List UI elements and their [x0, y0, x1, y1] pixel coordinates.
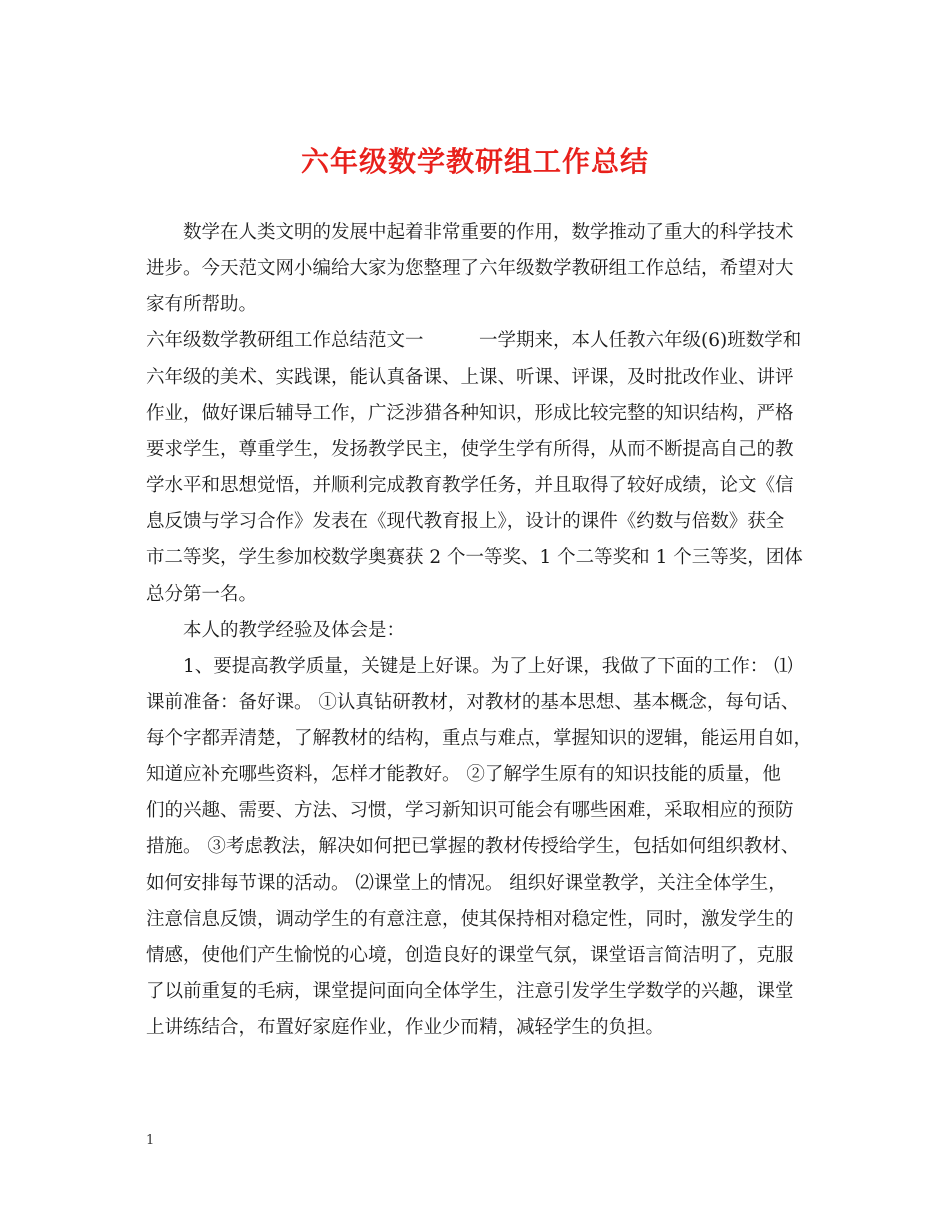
paragraph-line: 上讲练结合，布置好家庭作业，作业少而精，减轻学生的负担。 — [146, 1017, 665, 1038]
paragraph-line: 每个字都弄清楚，了解教材的结构，重点与难点，掌握知识的逻辑，能运用自如， — [146, 728, 813, 749]
paragraph-line: 措施。 ③考虑教法，解决如何把已掌握的教材传授给学生，包括如何组织教材、 — [146, 836, 800, 857]
paragraph-line: 注意信息反馈，调动学生的有意注意，使其保持相对稳定性，同时，激发学生的 — [146, 909, 794, 930]
document-title: 六年级数学教研组工作总结 — [300, 145, 649, 178]
paragraph-line: 作业，做好课后辅导工作，广泛涉猎各种知识，形成比较完整的知识结构，严格 — [146, 403, 794, 424]
paragraph-line: 情感，使他们产生愉悦的心境，创造良好的课堂气氛，课堂语言简洁明了，克服 — [146, 945, 794, 966]
paragraph-line: 息反馈与学习合作》发表在《现代教育报上》，设计的课件《约数与倍数》获全 — [146, 511, 785, 532]
paragraph-line: 六年级数学教研组工作总结范文一 一学期来，本人任教六年级(6)班数学和 — [146, 330, 802, 351]
paragraph-line: 家有所帮助。 — [146, 294, 258, 315]
paragraph-line: 本人的教学经验及体会是： — [183, 620, 406, 641]
paragraph-line: 进步。今天范文网小编给大家为您整理了六年级数学教研组工作总结，希望对大 — [146, 258, 794, 279]
paragraph-line: 1、要提高教学质量，关键是上好课。为了上好课，我做了下面的工作： ⑴ — [183, 656, 793, 677]
paragraph-line: 数学在人类文明的发展中起着非常重要的作用，数学推动了重大的科学技术 — [183, 222, 794, 243]
paragraph-line: 课前准备：备好课。 ①认真钻研教材，对教材的基本思想、基本概念，每句话、 — [146, 692, 800, 713]
paragraph-line: 市二等奖，学生参加校数学奥赛获 2 个一等奖、1 个二等奖和 1 个三等奖，团体 — [146, 547, 803, 568]
page-number: 1 — [146, 1133, 155, 1148]
paragraph-line: 要求学生，尊重学生，发扬教学民主，使学生学有所得，从而不断提高自己的教 — [146, 439, 794, 460]
paragraph-line: 了以前重复的毛病，课堂提问面向全体学生，注意引发学生学数学的兴趣，课堂 — [146, 981, 794, 1002]
paragraph-line: 们的兴趣、需要、方法、习惯，学习新知识可能会有哪些困难，采取相应的预防 — [146, 800, 794, 821]
paragraph-line: 总分第一名。 — [146, 584, 258, 605]
paragraph-line: 学水平和思想觉悟，并顺利完成教育教学任务，并且取得了较好成绩，论文《信 — [146, 475, 794, 496]
paragraph-line: 知道应补充哪些资料，怎样才能教好。 ②了解学生原有的知识技能的质量，他 — [146, 764, 781, 785]
paragraph-line: 六年级的美术、实践课，能认真备课、上课、听课、评课，及时批改作业、讲评 — [146, 367, 794, 388]
paragraph-line: 如何安排每节课的活动。 ⑵课堂上的情况。 组织好课堂教学，关注全体学生， — [146, 873, 787, 894]
